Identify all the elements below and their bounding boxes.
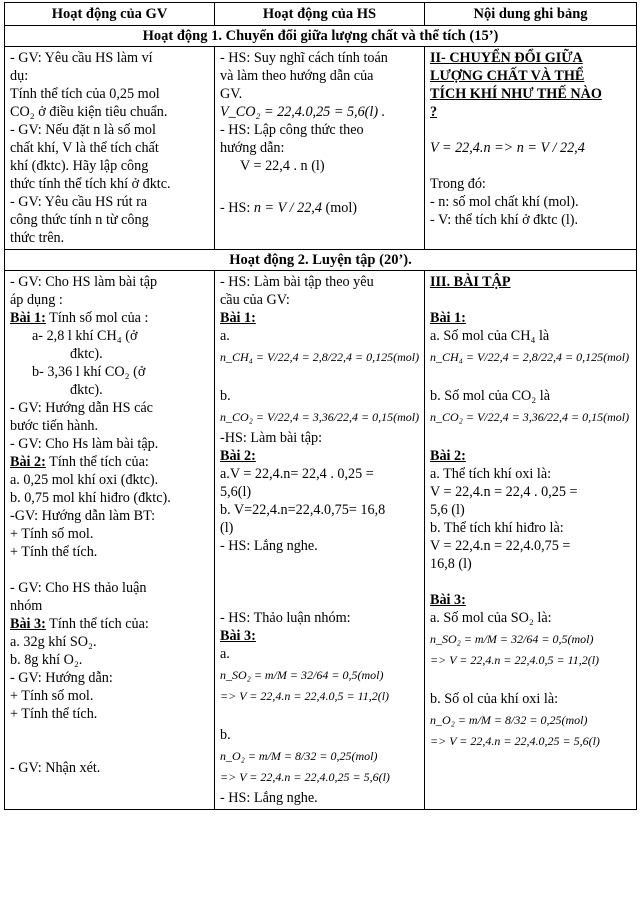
r1-nd-title: TÍCH KHÍ NHƯ THẾ NÀO (430, 86, 602, 102)
r2-nd-equation: n_CO₂ = V/22,4 = 3,36/22,4 = 0,15(mol) (430, 410, 630, 424)
r2-gv-line: + Tính thể tích. (10, 544, 98, 560)
r2-hs-equation: n_SO₂ = m/M = 32/64 = 0,5(mol) (220, 668, 384, 682)
r1-hs-line: - HS: Lập công thức theo (220, 122, 364, 138)
r1-gv-line: - GV: Nếu đặt n là số mol (10, 122, 156, 138)
r2-nd-line: a. Số mol của CH₄ là (430, 328, 550, 344)
r2-hs-line: -HS: Làm bài tập: (220, 430, 323, 446)
r1-nd-title: ? (430, 104, 438, 120)
r2-nd-equation: => V = 22,4.n = 22,4.0,25 = 5,6(l) (430, 734, 600, 748)
r2-hs-bai1: Bài 1: (220, 310, 256, 326)
r1-gv-line: dụ: (10, 68, 29, 84)
r2-hs-line: 5,6(l) (220, 484, 252, 500)
r1-nd-line: - V: thể tích khí ở đktc (l). (430, 212, 579, 228)
r2-hs-equation: n_CH₄ = V/22,4 = 2,8/22,4 = 0,125(mol) (220, 350, 420, 364)
r2-nd-equation: n_O₂ = m/M = 8/32 = 0,25(mol) (430, 713, 588, 727)
r1-gv-line: Tính thể tích của 0,25 mol (10, 86, 160, 102)
r2-gv-line: bước tiến hành. (10, 418, 99, 434)
r1-hs-line: - HS: Suy nghĩ cách tính toán (220, 50, 388, 66)
r2-hs-line: - HS: Lắng nghe. (220, 538, 318, 554)
r1-hs-cell (215, 47, 425, 250)
r2-hs-line: a.V = 22,4.n= 22,4 . 0,25 = (220, 466, 374, 482)
r2-hs-equation: => V = 22,4.n = 22,4.0,5 = 11,2(l) (220, 689, 390, 703)
r2-hs-bai2: Bài 2: (220, 448, 256, 464)
r1-hs-line: GV. (220, 86, 243, 102)
r2-nd-line: b. Số ol của khí oxi là: (430, 691, 559, 707)
r2-gv-line: Tính số mol của : (49, 310, 149, 326)
r2-nd-title: III. BÀI TẬP (430, 274, 511, 290)
r1-gv-line: - GV: Yêu cầu HS rút ra (10, 194, 148, 210)
r2-gv-line: b. 8g khí O₂. (10, 652, 83, 668)
header-row (5, 3, 637, 26)
r2-nd-line: a. Số mol của SO₂ là: (430, 610, 552, 626)
r2-hs-equation: => V = 22,4.n = 22,4.0,25 = 5,6(l) (220, 770, 390, 784)
r1-hs-line: và làm theo hướng dẫn của (220, 68, 374, 84)
r1-hs-unit: (mol) (325, 200, 358, 216)
r2-gv-line: đktc). (70, 382, 103, 398)
r2-gv-line: + Tính số mol. (10, 688, 94, 704)
r2-gv-line: a- 2,8 l khí CH₄ (ở (32, 328, 138, 344)
r2-hs-line: b. (220, 727, 231, 743)
r2-gv-line: - GV: Hướng dẫn HS các (10, 400, 153, 416)
r1-gv-line: thức trên. (10, 230, 65, 246)
r2-gv-line: + Tính thể tích. (10, 706, 98, 722)
r1-gv-line: chất khí, V là thể tích chất (10, 140, 159, 156)
r2-gv-bai1: Bài 1: (10, 310, 46, 326)
section-1-title: Hoạt động 1. Chuyển đổi giữa lượng chất và thể tích (15’) (5, 26, 637, 47)
r2-nd-line: V = 22,4.n = 22,4.0,75 = (430, 538, 571, 554)
r2-nd-line: V = 22,4.n = 22,4 . 0,25 = (430, 484, 578, 500)
r1-nd-line: Trong đó: (430, 176, 486, 192)
r1-hs-line: hướng dẫn: (220, 140, 285, 156)
r2-gv-line: - GV: Nhận xét. (10, 760, 101, 776)
r2-hs-equation: n_O₂ = m/M = 8/32 = 0,25(mol) (220, 749, 378, 763)
r1-nd-title: LƯỢNG CHẤT VÀ THỂ (430, 68, 585, 84)
r2-hs-line: a. (220, 328, 230, 344)
r2-gv-line: đktc). (70, 346, 103, 362)
r2-nd-line: b. Số mol của CO₂ là (430, 388, 551, 404)
r2-hs-line: cầu của GV: (220, 292, 290, 308)
activity-1-row (5, 47, 637, 250)
r2-nd-bai1: Bài 1: (430, 310, 466, 326)
section-2-title: Hoạt động 2. Luyện tập (20’). (5, 250, 637, 271)
r2-gv-line: a. 0,25 mol khí oxi (đktc). (10, 472, 159, 488)
header-gv: Hoạt động của GV (5, 3, 215, 26)
r2-gv-line: - GV: Hướng dẫn: (10, 670, 113, 686)
r2-nd-equation: n_SO₂ = m/M = 32/64 = 0,5(mol) (430, 632, 594, 646)
r2-gv-bai2: Bài 2: (10, 454, 46, 470)
activity-2-row (5, 271, 637, 810)
r2-hs-bai3: Bài 3: (220, 628, 256, 644)
r2-hs-line: - HS: Thảo luận nhóm: (220, 610, 351, 626)
r1-hs-line: V = 22,4 . n (l) (240, 158, 325, 174)
r2-hs-line: - HS: Lắng nghe. (220, 790, 318, 806)
r2-gv-line: + Tính số mol. (10, 526, 94, 542)
r1-hs-formula: n = V / 22,4 (253, 200, 322, 216)
r2-gv-bai3: Bài 3: (10, 616, 46, 632)
r2-gv-line: - GV: Cho HS thảo luận (10, 580, 147, 596)
r1-nd-cell (425, 47, 637, 250)
r1-nd-formula: V = 22,4.n => n = V / 22,4 (430, 140, 585, 156)
r2-nd-bai2: Bài 2: (430, 448, 466, 464)
r2-nd-cell (425, 271, 637, 810)
r2-gv-line: b. 0,75 mol khí hiđro (đktc). (10, 490, 171, 506)
r1-hs-equation: V_CO₂ = 22,4.0,25 = 5,6(l) . (220, 104, 386, 120)
r2-nd-line: 16,8 (l) (430, 556, 472, 572)
r2-nd-line: 5,6 (l) (430, 502, 465, 518)
r1-gv-line: CO₂ ở điều kiện tiêu chuẩn. (10, 104, 168, 120)
header-nd: Nội dung ghi bảng (425, 3, 637, 26)
r2-gv-line: b- 3,36 l khí CO₂ (ở (32, 364, 146, 380)
r2-hs-line: (l) (220, 520, 234, 536)
r2-gv-line: a. 32g khí SO₂. (10, 634, 97, 650)
r1-gv-line: thức tính thể tích khí ở đktc. (10, 176, 171, 192)
lesson-table (4, 2, 637, 810)
r2-gv-line: - GV: Cho HS làm bài tập (10, 274, 158, 290)
r1-nd-title: II- CHUYỂN ĐỔI GIỮA (430, 50, 583, 66)
r2-gv-line: - GV: Cho Hs làm bài tập. (10, 436, 159, 452)
r2-hs-line: b. V=22,4.n=22,4.0,75= 16,8 (220, 502, 386, 518)
r2-hs-cell (215, 271, 425, 810)
r2-hs-line: - HS: Làm bài tập theo yêu (220, 274, 374, 290)
r2-nd-equation: n_CH₄ = V/22,4 = 2,8/22,4 = 0,125(mol) (430, 350, 630, 364)
r2-gv-line: Tính thể tích của: (49, 616, 149, 632)
r2-gv-line: -GV: Hướng dẫn làm BT: (10, 508, 156, 524)
r1-gv-cell (5, 47, 215, 250)
r2-gv-line: áp dụng : (10, 292, 63, 308)
r1-nd-line: - n: số mol chất khí (mol). (430, 194, 579, 210)
r2-gv-cell (5, 271, 215, 810)
r1-gv-line: - GV: Yêu cầu HS làm ví (10, 50, 153, 66)
r1-gv-line: công thức tính n từ công (10, 212, 149, 228)
r2-nd-bai3: Bài 3: (430, 592, 466, 608)
r2-nd-line: b. Thể tích khí hiđro là: (430, 520, 564, 536)
r2-nd-line: a. Thể tích khí oxi là: (430, 466, 552, 482)
header-hs: Hoạt động của HS (215, 3, 425, 26)
r1-gv-line: khí (đktc). Hãy lập công (10, 158, 149, 174)
r2-hs-equation: n_CO₂ = V/22,4 = 3,36/22,4 = 0,15(mol) (220, 410, 420, 424)
r2-gv-line: Tính thể tích của: (49, 454, 149, 470)
r2-nd-equation: => V = 22,4.n = 22,4.0,5 = 11,2(l) (430, 653, 600, 667)
r2-hs-line: a. (220, 646, 230, 662)
r1-hs-label: - HS: (220, 200, 251, 216)
r2-hs-line: b. (220, 388, 231, 404)
r2-gv-line: nhóm (10, 598, 43, 614)
